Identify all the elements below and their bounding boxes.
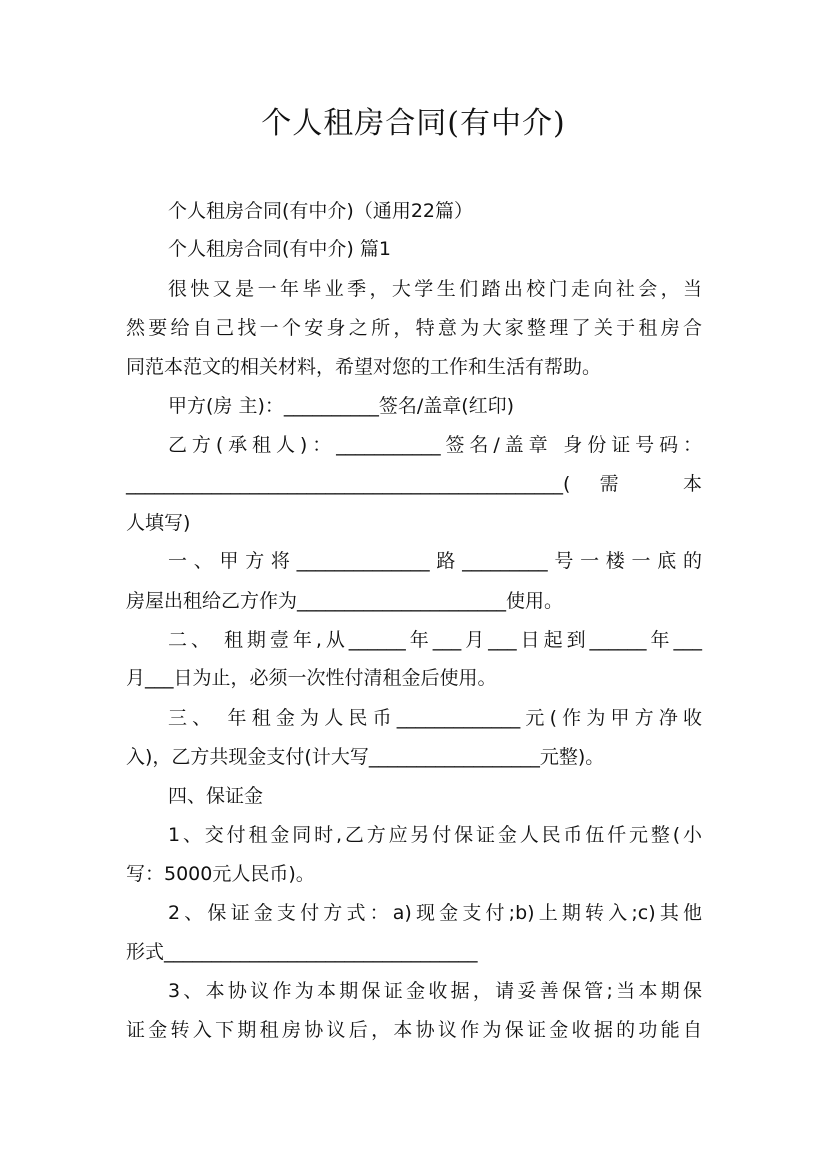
- deposit-item-2: 形式_________________________________: [126, 941, 478, 963]
- party-a-line: 甲方(房 主)：__________签名/盖章(红印): [168, 395, 515, 417]
- clause-3-line: 入)，乙方共现金支付(计大写__________________元整)。: [126, 746, 605, 768]
- subtitle-line: 个人租房合同(有中介)（通用22篇）: [168, 200, 474, 222]
- deposit-item-3: 3、本协议作为本期保证金收据，请妥善保管;当本期保: [168, 980, 702, 1002]
- clause-1-line: 一、甲方将______________路_________号一楼一底的: [168, 550, 702, 572]
- clause-2-line: 二、 租期壹年,从______年___月___日起到______年___: [168, 629, 702, 651]
- deposit-item-3: 证金转入下期租房协议后，本协议作为保证金收据的功能自: [126, 1019, 702, 1041]
- paragraph-line: 人填写): [126, 512, 191, 534]
- party-b-line: 乙方(承租人)：___________签名/盖章 身份证号码：: [168, 434, 702, 456]
- clause-1-line: 房屋出租给乙方作为______________________使用。: [126, 590, 564, 612]
- clause-3-line: 三、 年租金为人民币_____________元(作为甲方净收: [168, 707, 702, 729]
- deposit-item-2: 2、保证金支付方式：a)现金支付;b)上期转入;c)其他: [168, 902, 702, 924]
- deposit-item-1: 1、交付租金同时,乙方应另付保证金人民币伍仟元整(小: [168, 824, 702, 846]
- party-b-id-line: ______________________________________________(需 本: [126, 473, 702, 495]
- clause-4-heading: 四、保证金: [168, 785, 264, 807]
- paragraph-line: 很快又是一年毕业季，大学生们踏出校门走向社会，当: [168, 278, 702, 300]
- clause-2-line: 月___日为止，必须一次性付清租金后使用。: [126, 667, 497, 689]
- paragraph-line: 然要给自己找一个安身之所，特意为大家整理了关于租房合: [126, 317, 702, 339]
- paragraph-line: 同范本范文的相关材料，希望对您的工作和生活有帮助。: [126, 356, 602, 378]
- document-title: 个人租房合同(有中介): [261, 106, 566, 141]
- deposit-item-1: 写：5000元人民币)。: [126, 863, 315, 885]
- section-heading: 个人租房合同(有中介) 篇1: [168, 238, 391, 260]
